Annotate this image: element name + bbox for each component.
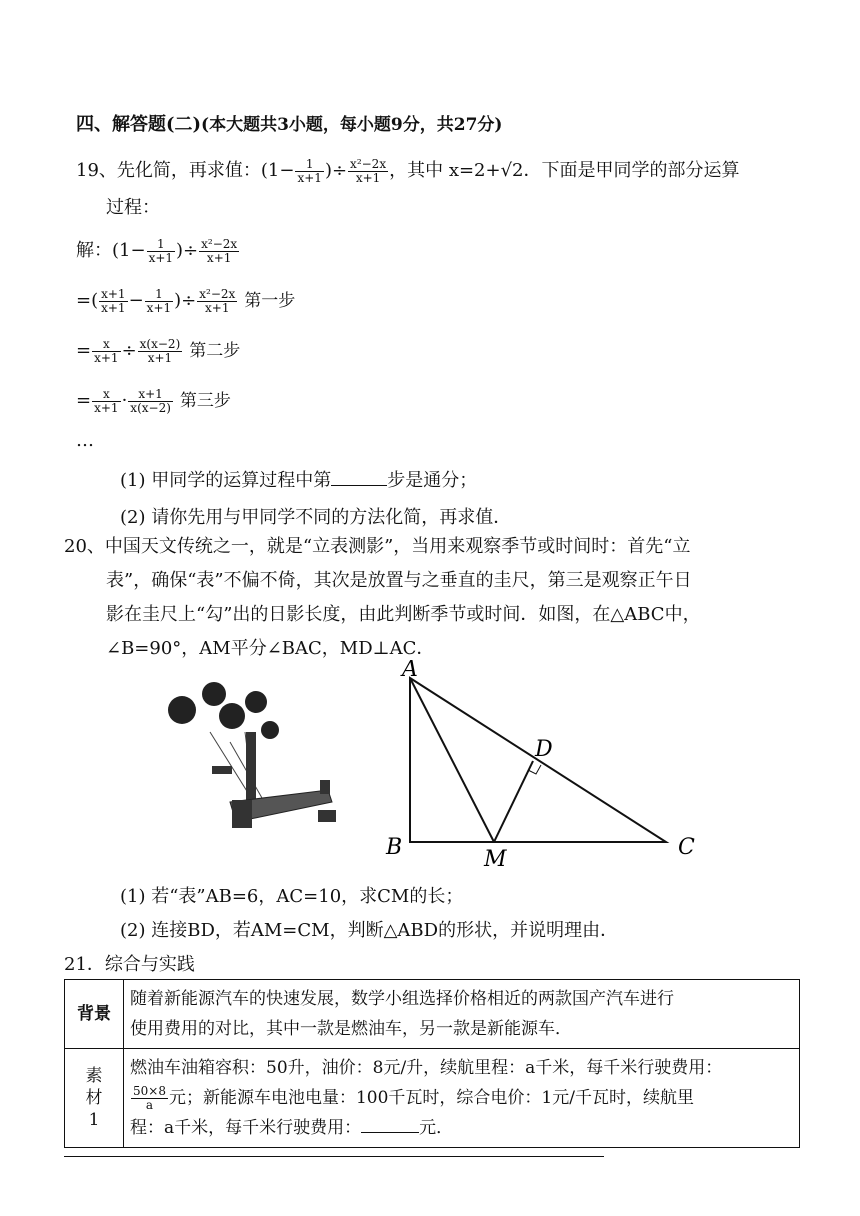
- q20-line-3: 影在圭尺上“勾”出的日影长度，由此判断季节或时间．如图，在△ABC中，: [106, 604, 701, 625]
- gnomon-illustration: [150, 672, 360, 842]
- table-row: [65, 1049, 800, 1148]
- small-mark: [212, 766, 232, 774]
- q20-part-2: (2) 连接BD，若AM=CM，判断△ABD的形状，并说明理由．: [120, 920, 619, 941]
- q19-stem-div: )÷: [324, 160, 348, 181]
- q19-stem-text-b: ，其中 x=2+√2．下面是甲同学的部分运算: [389, 160, 740, 181]
- q19-stem-text-a: 先化简，再求值：(1−: [116, 160, 295, 181]
- label-c: C: [678, 835, 695, 860]
- section-title: [76, 110, 502, 136]
- q20-part-1: (1) 若“表”AB=6，AC=10，求CM的长；: [120, 886, 464, 907]
- q19-part-2: (2) 请你先用与甲同学不同的方法化简，再求值．: [120, 507, 512, 528]
- row-body-background: 随着新能源汽车的快速发展，数学小组选择价格相近的两款国产汽车进行 使用费用的对比，其中一款是燃油车，另一款是新能源车．: [124, 980, 800, 1049]
- q19-stem-c: 过程：: [106, 197, 160, 218]
- table-row: [65, 980, 800, 1049]
- row-head-material-1: 素 材 1: [65, 1049, 124, 1148]
- q19-frac-2: $\frac{\text{x²−2x}}{x+1}$: [350, 156, 387, 185]
- tree-blob-5: [261, 721, 279, 739]
- answer-blank-2: [361, 1116, 419, 1133]
- row-body-material-1: 燃油车油箱容积：50升，油价：8元/升，续航里程：a千米，每千米行驶费用： $\frac{50\times 8}{a}$ 元；新能源车电池电量：100千瓦时，综合电价：1元/千瓦时，续航里 程：a千米，每千米行驶费用： 元．: [124, 1049, 800, 1148]
- q20-line-4: ∠B=90°，AM平分∠BAC，MD⊥AC．: [106, 638, 435, 659]
- label-a: A: [402, 660, 418, 682]
- tree-blob-1: [168, 696, 196, 724]
- bottom-rule: [64, 1156, 604, 1157]
- row-head-background: 背景: [65, 980, 124, 1049]
- label-b: B: [386, 835, 403, 860]
- tree-blob-4: [245, 691, 267, 713]
- q19-part-1: (1) 甲同学的运算过程中第 步是通分；: [120, 470, 478, 491]
- q21-table: [64, 979, 800, 1148]
- q21-title: 21．综合与实践: [64, 954, 195, 975]
- q19-solution-step-1: =( $\frac{x+1}{x+1}$ − $\frac{1}{x+1}$ )÷ $\frac{\text{x²−2x}}{x+1}$ 第一步: [76, 286, 296, 315]
- q20-line-2: 表”，确保“表”不偏不倚，其次是放置与之垂直的圭尺，第三是观察正午日: [106, 570, 692, 591]
- q19-ellipsis: …: [76, 430, 94, 451]
- q19-frac-1: $\frac{1}{x+1}$: [297, 156, 322, 185]
- step-2-label: 第二步: [189, 341, 241, 361]
- ruler-base: [232, 800, 252, 828]
- tree-blob-3: [219, 703, 245, 729]
- section-title-main: 四、解答题(二): [76, 114, 202, 135]
- cost-fraction: $\frac{50\times 8}{a}$: [133, 1084, 166, 1112]
- gnomon-pillar: [246, 732, 256, 810]
- triangle-diagram: [380, 660, 710, 870]
- section-title-sub: (本大题共3小题，每小题9分，共27分): [201, 115, 503, 135]
- q19-stem: [76, 156, 740, 185]
- q20-line-1: 20、中国天文传统之一，就是“立表测影”，当用来观察季节或时间时：首先“立: [64, 536, 691, 557]
- q19-solution-line-0: 解：(1− $\frac{1}{x+1}$ )÷ $\frac{\text{x²−2x}}{x+1}$: [76, 236, 238, 265]
- step-1-label: 第一步: [244, 291, 296, 311]
- segment-md: [494, 761, 533, 842]
- q19-number: 19、: [76, 160, 117, 181]
- q19-solution-step-3: = $\frac{x}{x+1}$ · $\frac{x+1}{x(x-2)}$ 第三步: [76, 386, 231, 415]
- step-3-label: 第三步: [179, 391, 231, 411]
- label-m: M: [484, 847, 507, 870]
- tree-blob-2: [202, 682, 226, 706]
- q19-solution-step-2: = $\frac{x}{x+1}$ ÷ $\frac{x(x-2)}{x+1}$ 第二步: [76, 336, 241, 365]
- answer-blank: [331, 469, 387, 486]
- label-d: D: [535, 737, 553, 762]
- segment-am: [410, 678, 494, 842]
